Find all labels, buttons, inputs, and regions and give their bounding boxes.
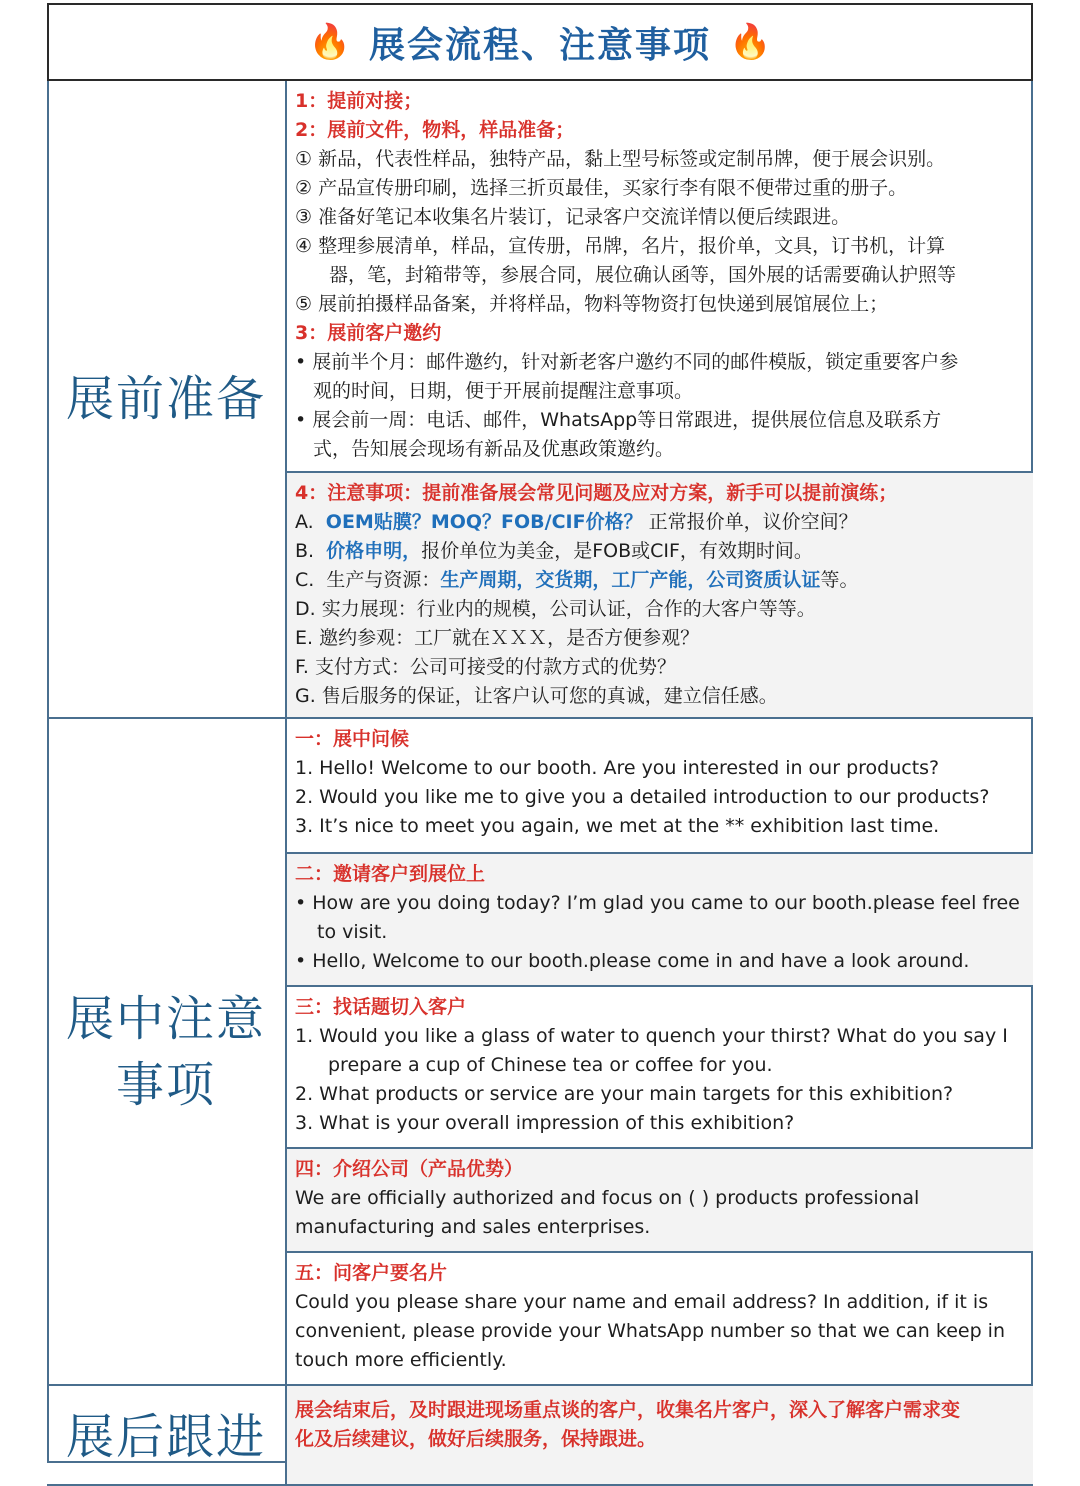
list-item: 3. What is your overall impression of this exhibition? xyxy=(295,1112,795,1134)
list-item: ④ 整理参展清单，样品，宣传册，吊牌，名片，报价单，文具，订书机，计算 xyxy=(295,235,946,257)
heading-4: 4：注意事项：提前准备展会常见问题及应对方案，新手可以提前演练； xyxy=(295,482,898,504)
list-item: 2. What products or service are your main targets for this exhibition? xyxy=(295,1083,954,1105)
list-item: • Hello, Welcome to our booth.please come in and have a look around. xyxy=(295,950,970,972)
text-line: touch more efficiently. xyxy=(295,1349,507,1371)
text-line: 化及后续建议，做好后续服务，保持跟进。 xyxy=(295,1428,657,1450)
fire-icon: 🔥 xyxy=(308,22,351,62)
list-item: B. 价格申明，报价单位为美金，是FOB或CIF，有效期时间。 xyxy=(295,540,813,562)
list-item: ③ 准备好笔记本收集名片装订，记录客户交流详情以便后续跟进。 xyxy=(295,206,851,228)
heading: 三：找话题切入客户 xyxy=(295,996,467,1018)
list-item: • 展前半个月：邮件邀约，针对新老客户邀约不同的邮件模版，锁定重要客户参 xyxy=(295,351,959,373)
list-item: 1. Would you like a glass of water to quench your thirst? What do you say I prepare a cup of Chinese tea or coffee for you. xyxy=(295,1025,1008,1076)
heading: 一：展中问候 xyxy=(295,728,410,750)
list-item: • How are you doing today? I’m glad you came to our booth.please feel free to visit. xyxy=(295,892,1020,943)
list-item: 3. It’s nice to meet you again, we met at the ** exhibition last time. xyxy=(295,815,940,837)
heading: 二：邀请客户到展位上 xyxy=(295,863,486,885)
text-line: 展会结束后，及时跟进现场重点谈的客户，收集名片客户，深入了解客户需求变 xyxy=(295,1399,961,1421)
list-item: 器，笔，封箱带等，参展合同，展位确认函等，国外展的话需要确认护照等 xyxy=(329,264,957,286)
page-title: 展会流程、注意事项 xyxy=(368,24,711,66)
heading-3: 3：展前客户邀约 xyxy=(295,322,442,344)
section-label-mid: 展中注意 事项 xyxy=(47,719,287,1386)
list-item: • 展会前一周：电话、邮件，WhatsApp等日常跟进，提供展位信息及联系方 xyxy=(295,409,942,431)
list-item: 1. Hello! Welcome to our booth. Are you interested in our products? xyxy=(295,757,940,779)
mid-block-4 xyxy=(287,1149,1033,1253)
mid-block-2 xyxy=(287,854,1033,987)
list-item: G. 售后服务的保证，让客户认可您的真诚，建立信任感。 xyxy=(295,685,778,707)
list-item: C. 生产与资源：生产周期，交货期，工厂产能，公司资质认证等。 xyxy=(295,569,859,591)
fire-icon: 🔥 xyxy=(729,22,772,62)
mid-block-3 xyxy=(287,987,1033,1149)
pre-block-2 xyxy=(287,473,1033,719)
list-item: E. 邀约参观：工厂就在ＸＸＸ，是否方便参观？ xyxy=(295,627,700,649)
list-item: D. 实力展现：行业内的规模，公司认证，合作的大客户等等。 xyxy=(295,598,816,620)
heading: 四：介绍公司（产品优势） xyxy=(295,1158,524,1180)
text-line: manufacturing and sales enterprises. xyxy=(295,1216,651,1238)
text-line: We are officially authorized and focus on ( ) products professional xyxy=(295,1187,920,1209)
list-item: A. OEM贴膜？MOQ？FOB/CIF价格？ 正常报价单，议价空间？ xyxy=(295,511,858,533)
heading-1: 1：提前对接； xyxy=(295,90,423,112)
section-label-post: 展后跟进 xyxy=(47,1386,287,1486)
heading-2: 2：展前文件，物料，样品准备； xyxy=(295,119,575,141)
pre-block-1 xyxy=(287,81,1033,473)
title-row xyxy=(47,3,1033,81)
mid-block-1 xyxy=(287,719,1033,854)
list-item: F. 支付方式：公司可接受的付款方式的优势？ xyxy=(295,656,676,678)
list-item: ⑤ 展前拍摄样品备案，并将样品，物料等物资打包快递到展馆展位上； xyxy=(295,293,889,315)
list-item: 2. Would you like me to give you a detailed introduction to our products? xyxy=(295,786,990,808)
post-block xyxy=(287,1386,1033,1486)
list-item: ② 产品宣传册印刷，选择三折页最佳，买家行李有限不便带过重的册子。 xyxy=(295,177,908,199)
text-line: convenient, please provide your WhatsApp number so that we can keep in xyxy=(295,1320,1006,1342)
list-item: 观的时间，日期，便于开展前提醒注意事项。 xyxy=(313,380,694,402)
text-line: Could you please share your name and email address? In addition, if it is xyxy=(295,1291,989,1313)
heading: 五：问客户要名片 xyxy=(295,1262,448,1284)
list-item: ① 新品，代表性样品，独特产品，黏上型号标签或定制吊牌，便于展会识别。 xyxy=(295,148,946,170)
mid-block-5 xyxy=(287,1253,1033,1386)
section-label-pre: 展前准备 xyxy=(47,81,287,719)
list-item: 式，告知展会现场有新品及优惠政策邀约。 xyxy=(313,438,675,460)
